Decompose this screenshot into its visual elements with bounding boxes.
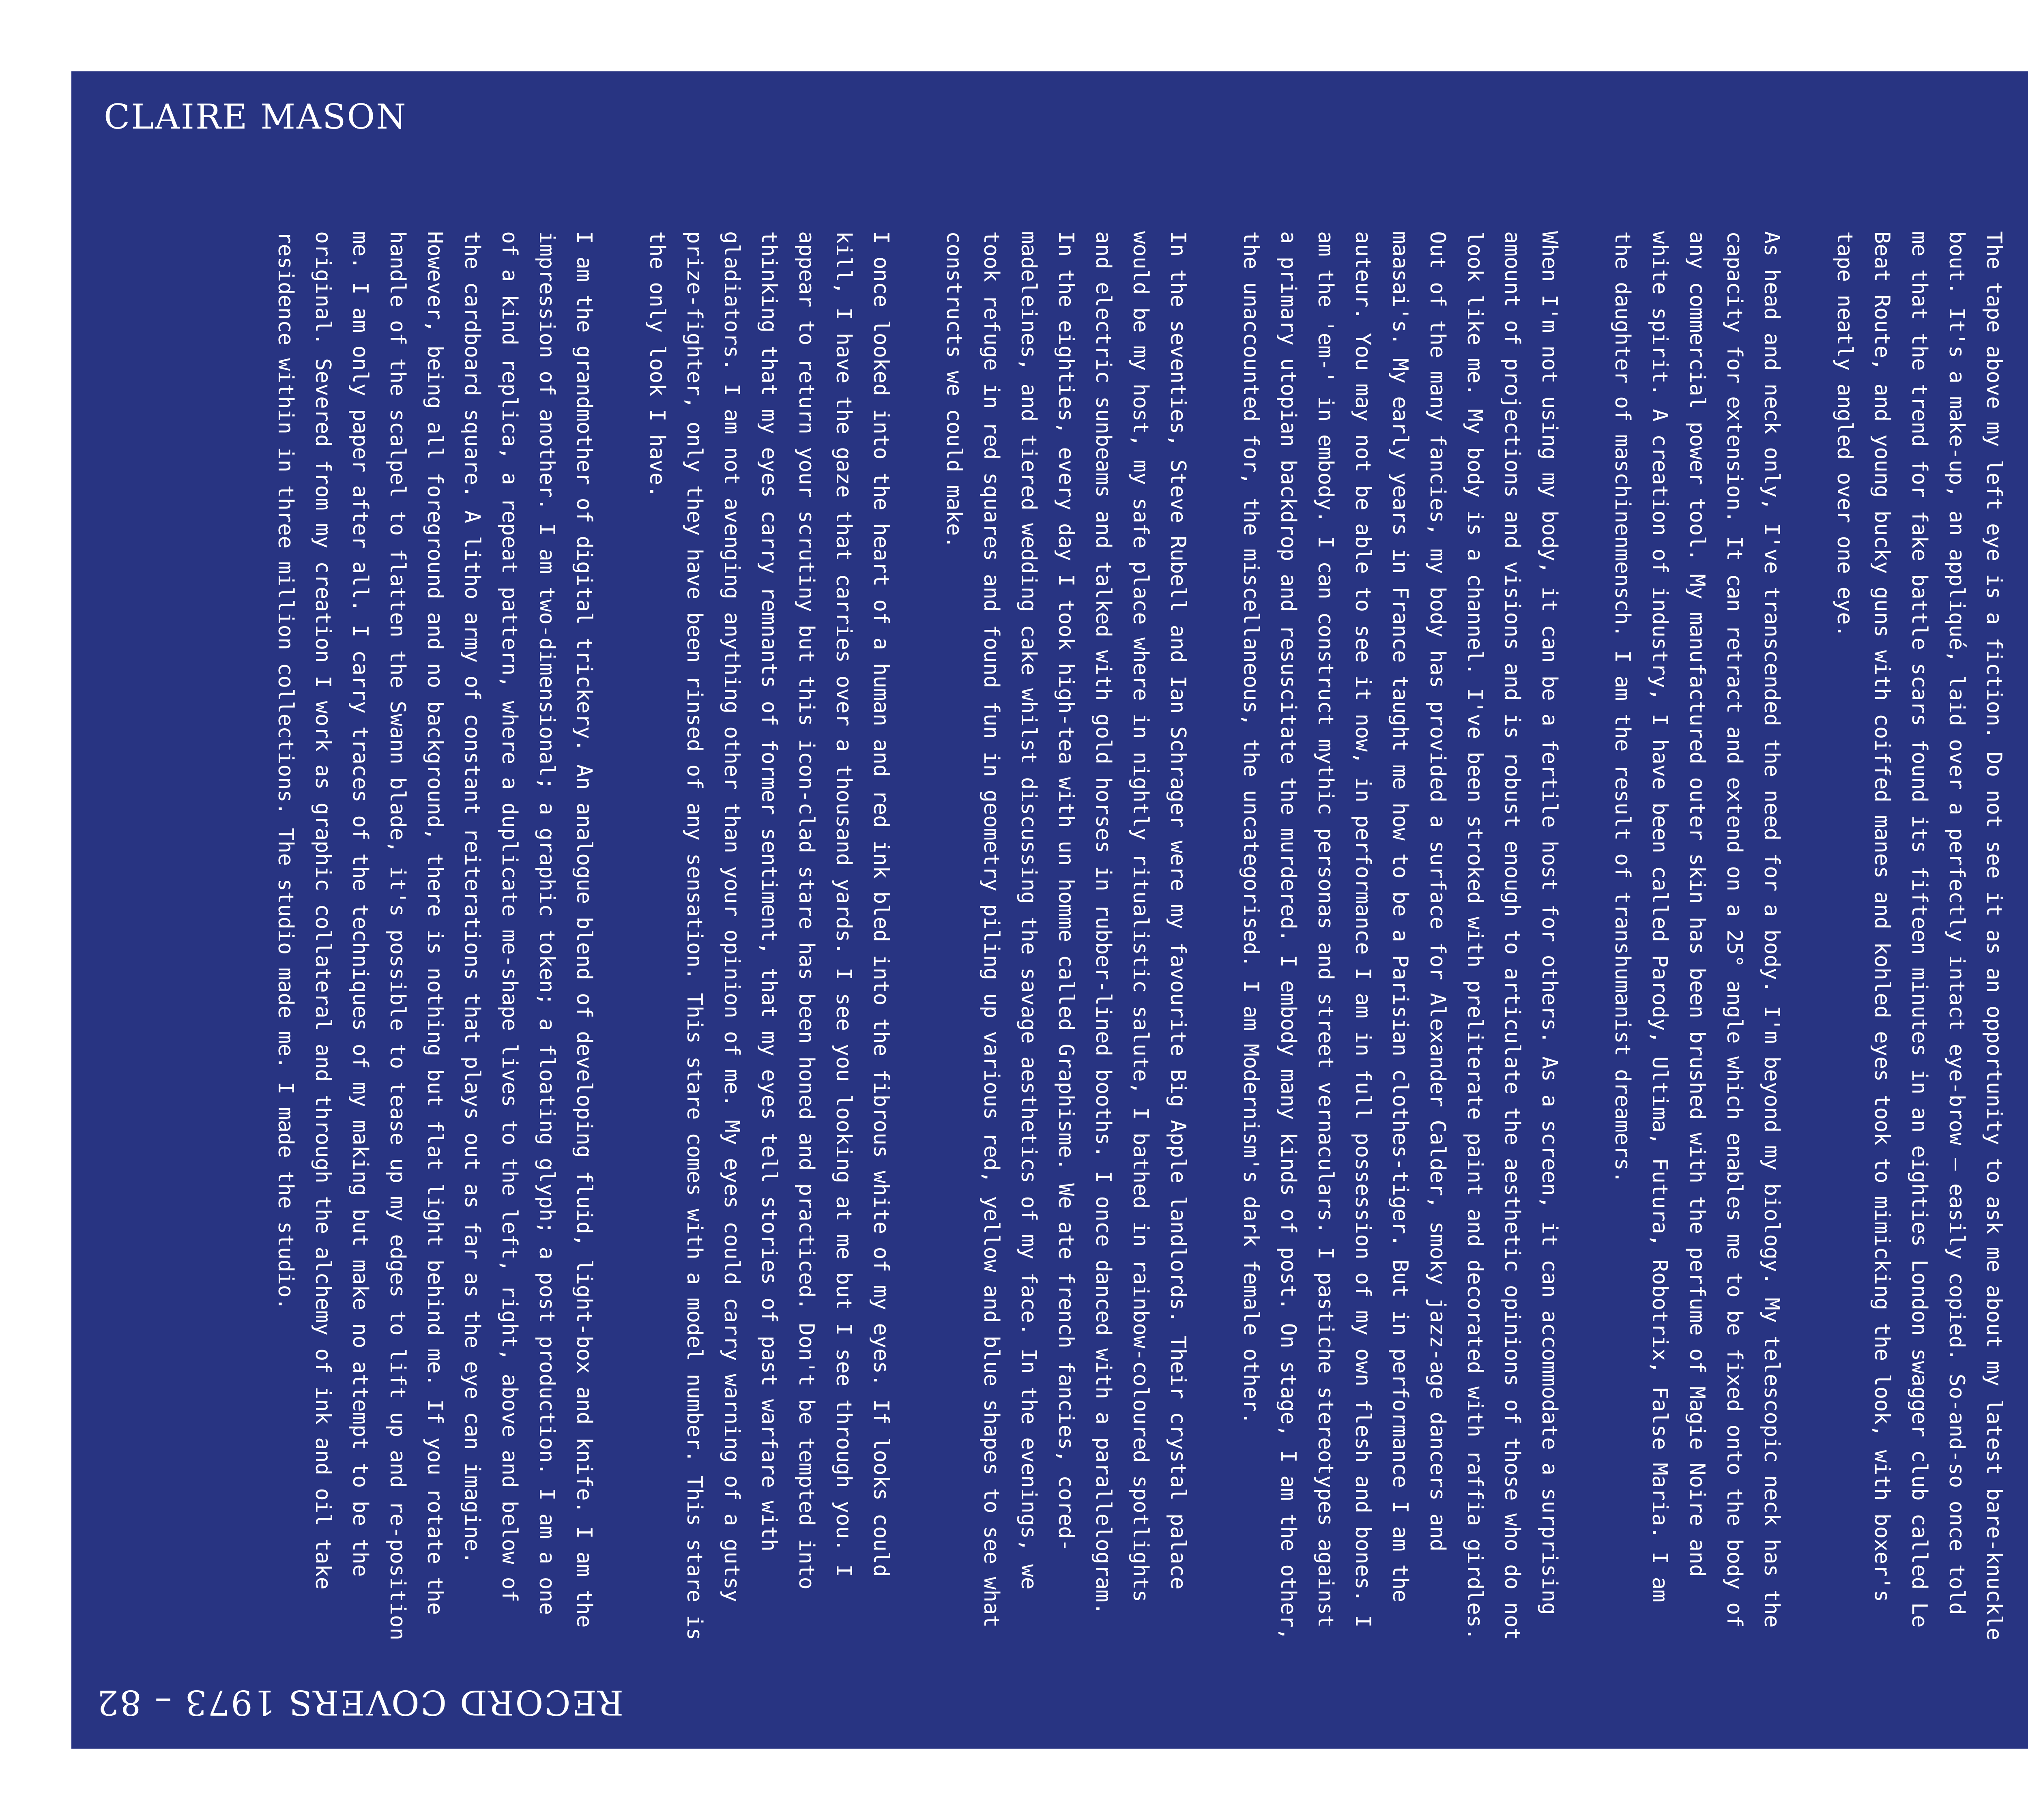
essay-paragraph: The tape above my left eye is a fiction. Do not see it as an opportunity to ask me about my latest bare-knuckle bout. It's a make-up, an appliqué, laid over a perfectly intact eye-brow — easily copied. So-and-so once told me that the trend for fake battle scars found its fifteen minutes in an eighties London swagger club called Le Beat Route, and young bucky guns with coiffed manes and kohled eyes took to mimicking the look, with boxer's tape neatly angled over one eye. <box>1833 231 2006 1641</box>
essay-rotated-frame <box>213 231 2028 1650</box>
essay-paragraph: As head and neck only, I've transcended the need for a body. I'm beyond my biology. My telescopic neck has the capacity for extension. It can retract and extend on a 25° angle which enables me to be fixed onto the body of any commercial power tool. My manufactured outer skin has been brushed with the perfume of Magie Noire and white spirit. A creation of industry, I have been called Parody, Ultima, Futura, Robotrix, False Maria. I am the daughter of maschinenmensch. I am the result of transhumanist dreamers. <box>1610 231 1784 1628</box>
essay-paragraph: I am the grandmother of digital trickery. An analogue blend of developing fluid, light-box and knife. I am the impression of another. I am two-dimensional; a graphic token; a floating glyph; a post production. I am a one of a kind replica, a repeat pattern, where a duplicate me-shape lives to the left, right, above and below of the cardboard square. A litho army of constant reiterations that plays out as far as the eye can imagine. However, being all foreground and no background, there is nothing but flat light behind me. If you rotate the handle of the scalpel to flatten the Swann blade, it's possible to tease up my edges to lift up and re-position me. I am only paper after all. I carry traces of the techniques of my making but make no attempt to be the original. Severed from my creation I work as graphic collateral and through the alchemy of ink and oil take residence within in three million collections. The studio made me. I made the studio. <box>273 231 596 1641</box>
essay-paragraph: When I'm not using my body, it can be a fertile host for others. As a screen, it can accommodate a surprising amount of projections and visions and is robust enough to articulate the aesthetic opinions of those who do not look like me. My body is a channel. I've been stroked with preliterate paint and decorated with raffia girdles. Out of the many fancies, my body has provided a surface for Alexander Calder, smoky jazz-age dancers and maasai's. My early years in France taught me how to be a Parisian clothes-tiger. But in performance I am the auteur. You may not be able to see it now, in performance I am in full possession of my own flesh and bones. I am the 'em-' in embody. I can construct mythic personas and street vernaculars. I pastiche stereotypes against a primary utopian backdrop and resuscitate the murdered. I embody many kinds of post. On stage, I am the other, the unaccounted for, the miscellaneous, the uncategorised. I am Modernism's dark female other. <box>1239 231 1562 1641</box>
essay-body <box>213 231 2028 1650</box>
essay-paragraph: I once looked into the heart of a human and red ink bled into the fibrous white of my eyes. If looks could kill, I have the gaze that carries over a thousand yards. I see you looking at me but I see through you. I appear to return your scrutiny but this icon-clad stare has been honed and practiced. Don't be tempted into thinking that my eyes carry remnants of former sentiment, that my eyes tell stories of past warfare with gladiators. I am not avenging anything other than your opinion of me. My eyes could carry warning of a gutsy prize-fighter, only they have been rinsed of any sensation. This stare comes with a model number. This stare is the only look I have. <box>645 231 893 1641</box>
cover-panel <box>71 71 2028 1749</box>
series-title: RECORD COVERS 1973 – 82 <box>96 1683 624 1722</box>
author-name: CLAIRE MASON <box>104 97 407 137</box>
essay-paragraph: In the seventies, Steve Rubell and Ian Schrager were my favourite Big Apple landlords. Their crystal palace would be my host, my safe place where in nightly ritualistic salute, I bathed in rainbow-coloured spotlights and electric sunbeams and talked with gold horses in rubber-lined booths. I once danced with a parallelogram. In the eighties, every day I took high-tea with un homme called Graphisme. We ate french fancies, cored-madeleines, and tiered wedding cake whilst discussing the savage aesthetics of my face. In the evenings, we took refuge in red squares and found fun in geometry piling up various red, yellow and blue shapes to see what constructs we could make. <box>942 231 1190 1628</box>
